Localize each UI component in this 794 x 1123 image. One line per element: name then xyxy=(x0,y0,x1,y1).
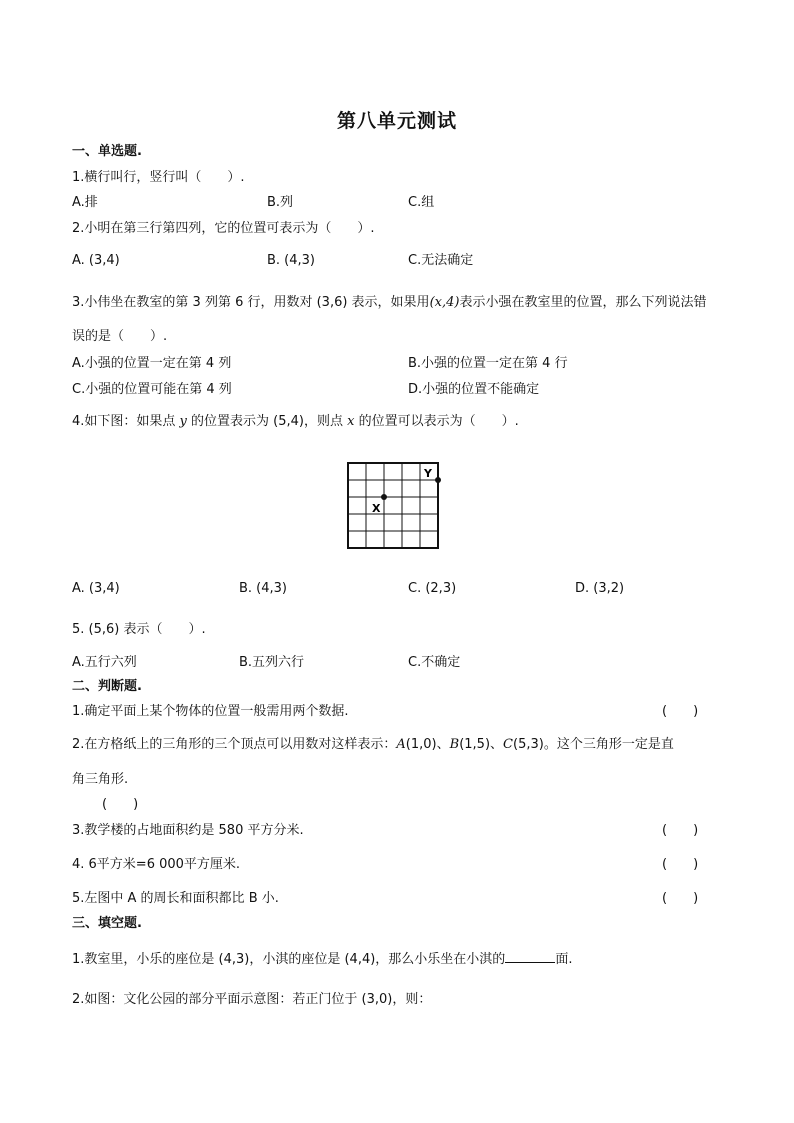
section-heading-true-false: 二、判断题. xyxy=(72,679,142,694)
mc-q3-stem-part2: 表示小强在教室里的位置，那么下列说法错 xyxy=(459,295,707,310)
mc-q3-option-b: B.小强的位置一定在第 4 行 xyxy=(408,356,568,371)
mc-q3-option-a: A.小强的位置一定在第 4 列 xyxy=(72,356,232,371)
mc-q3-stem-part1: 3.小伟坐在教室的第 3 列第 6 行，用数对 (3,6) 表示，如果用 xyxy=(72,295,430,310)
tf-q2-answer-paren: ( ) xyxy=(102,797,139,812)
tf-q2-vertex-a-value: (1,0) xyxy=(405,737,437,752)
mc-q2-option-b: B. (4,3) xyxy=(267,253,316,268)
mc-q4-option-b: B. (4,3) xyxy=(239,581,288,596)
tf-q3-stem: 3.教学楼的占地面积约是 580 平方分米. xyxy=(72,823,304,838)
mc-q4-var-y: y xyxy=(179,414,187,429)
tf-q2-stem-line2: 角三角形. xyxy=(72,772,129,787)
grid-label-y: Y xyxy=(424,467,432,480)
mc-q1-option-c: C.组 xyxy=(408,195,435,210)
fill-q1-answer-blank[interactable] xyxy=(505,949,555,963)
mc-q4-stem-part3: 的位置可以表示为（ ）. xyxy=(358,414,519,429)
mc-q4-option-d: D. (3,2) xyxy=(575,581,625,596)
mc-q4-stem-part2: 的位置表示为 (5,4)，则点 xyxy=(191,414,343,429)
section-heading-single-choice: 一、单选题. xyxy=(72,144,142,159)
mc-q4-stem-part1: 4.如下图：如果点 xyxy=(72,414,176,429)
mc-q5-option-b: B.五列六行 xyxy=(239,655,305,670)
grid-figure xyxy=(345,460,445,555)
tf-q1-answer-paren: ( ) xyxy=(662,704,699,719)
fill-q1-stem-part1: 1.教室里，小乐的座位是 (4,3)，小淇的座位是 (4,4)，那么小乐坐在小淇的 xyxy=(72,952,506,967)
tf-q2-stem-part1: 2.在方格纸上的三角形的三个顶点可以用数对这样表示： xyxy=(72,737,397,752)
tf-q4-stem: 4. 6平方米=6 000平方厘米. xyxy=(72,857,241,872)
mc-q1-stem: 1.横行叫行，竖行叫（ ）. xyxy=(72,170,245,185)
mc-q4-var-x: x xyxy=(347,414,355,429)
point-y xyxy=(435,477,441,483)
tf-q3-answer-paren: ( ) xyxy=(662,823,699,838)
grid-label-x: X xyxy=(372,502,381,515)
mc-q3-stem-line1 xyxy=(72,294,706,312)
tf-q2-vertex-b: B xyxy=(449,737,460,752)
page-title: 第八单元测试 xyxy=(336,110,457,132)
tf-q4-answer-paren: ( ) xyxy=(662,857,699,872)
mc-q1-option-b: B.列 xyxy=(267,195,294,210)
mc-q2-stem: 2.小明在第三行第四列，它的位置可表示为（ ）. xyxy=(72,221,375,236)
tf-q2-stem-line1 xyxy=(72,736,674,754)
mc-q5-option-c: C.不确定 xyxy=(408,655,461,670)
fill-q1-stem xyxy=(72,949,572,969)
mc-q3-variable-pair: (x,4) xyxy=(429,295,460,310)
mc-q4-option-c: C. (2,3) xyxy=(408,581,457,596)
point-x xyxy=(381,494,387,500)
mc-q3-option-d: D.小强的位置不能确定 xyxy=(408,382,540,397)
mc-q4-stem xyxy=(72,413,519,431)
tf-q5-answer-paren: ( ) xyxy=(662,891,699,906)
tf-q2-vertex-c-value: (5,3) xyxy=(513,737,544,752)
fill-q1-stem-part2: 面. xyxy=(555,952,573,967)
tf-q2-stem-part2: 。这个三角形一定是直 xyxy=(543,737,674,752)
tf-q5-stem: 5.左图中 A 的周长和面积都比 B 小. xyxy=(72,891,279,906)
mc-q1-option-a: A.排 xyxy=(72,195,98,210)
mc-q3-option-c: C.小强的位置可能在第 4 列 xyxy=(72,382,232,397)
section-heading-fill-in: 三、填空题. xyxy=(72,916,142,931)
mc-q5-option-a: A.五行六列 xyxy=(72,655,137,670)
mc-q3-stem-line2: 误的是（ ）. xyxy=(72,329,168,344)
tf-q2-vertex-a: A xyxy=(396,737,406,752)
tf-q2-vertex-c: C xyxy=(503,737,513,752)
tf-q2-vertex-b-value: (1,5) xyxy=(459,737,491,752)
tf-q2-sep1: 、 xyxy=(436,737,450,752)
mc-q5-stem: 5. (5,6) 表示（ ）. xyxy=(72,622,206,637)
mc-q2-option-a: A. (3,4) xyxy=(72,253,120,268)
tf-q1-stem: 1.确定平面上某个物体的位置一般需用两个数据. xyxy=(72,704,349,719)
fill-q2-stem: 2.如图：文化公园的部分平面示意图：若正门位于 (3,0)，则： xyxy=(72,992,432,1007)
mc-q4-option-a: A. (3,4) xyxy=(72,581,120,596)
tf-q2-sep2: 、 xyxy=(490,737,504,752)
mc-q2-option-c: C.无法确定 xyxy=(408,253,474,268)
